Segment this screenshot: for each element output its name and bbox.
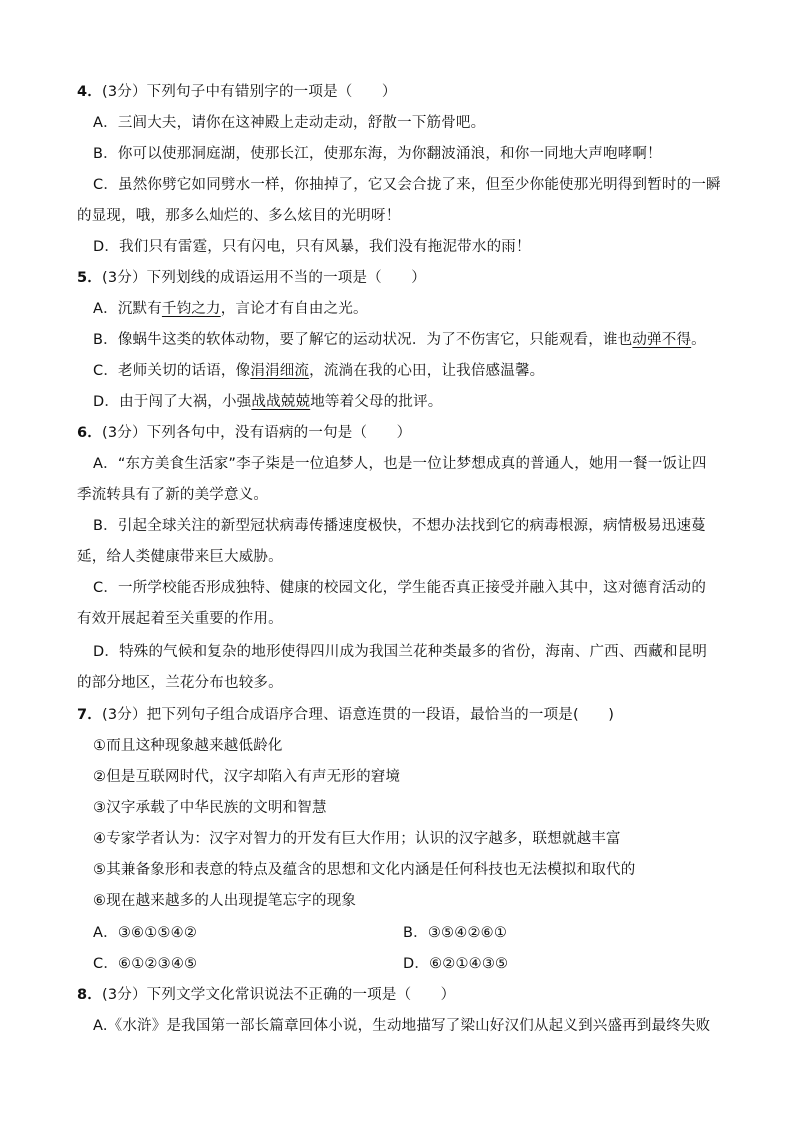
question-6-option-a: A．“东方美食生活家”李子柒是一位追梦人，也是一位让梦想成真的普通人，她用一餐一饭让四: [93, 456, 707, 472]
underlined-idiom: 千钧之力: [161, 301, 221, 317]
question-number: 8．: [77, 987, 102, 1003]
question-number: 4．: [77, 84, 102, 100]
question-6-option-c: C．一所学校能否形成独特、健康的校园文化，学生能否真正接受并融入其中，这对德育活动的: [93, 580, 707, 596]
option-text: D．由于闯了大祸，小强: [93, 394, 252, 410]
question-5-option-d: [93, 392, 443, 412]
question-4-option-c: C．虽然你劈它如同劈水一样，你抽掉了，它又会合拢了来，但至少你能使那光明得到暂时的一瞬: [93, 177, 721, 193]
question-6-option-b: B．引起全球关注的新型冠状病毒传播速度极快，不想办法找到它的病毒根源，病情极易迅速蔓: [93, 518, 706, 534]
question-6-option-d: D．特殊的气候和复杂的地形使得四川成为我国兰花种类最多的省份，海南、广西、西藏和昆明: [93, 644, 708, 660]
question-number: 5．: [77, 270, 102, 286]
option-text: ，流淌在我的心田，让我倍感温馨。: [309, 363, 545, 379]
question-number: 6．: [77, 425, 102, 441]
question-7-sentence-6: ⑥现在越来越多的人出现提笔忘字的现象: [93, 893, 357, 909]
option-text: A．沉默有: [93, 301, 162, 317]
question-7-sentence-5: ⑤其兼备象形和表意的特点及蕴含的思想和文化内涵是任何科技也无法模拟和取代的: [93, 862, 636, 878]
option-text: ，言论才有自由之光。: [220, 301, 368, 317]
question-4-option-d: D．我们只有雷霆，只有闪电，只有风暴，我们没有拖泥带水的雨！: [93, 239, 531, 255]
question-4-stem: [77, 82, 397, 102]
question-text: (3分）下列划线的成语运用不当的一项是（ ）: [102, 270, 426, 286]
underlined-idiom: 动弹不得: [632, 332, 692, 348]
question-6-stem: [77, 423, 411, 443]
question-text: (3分）把下列句子组合成语序合理、语意连贯的一段语，最恰当的一项是( ): [102, 707, 615, 723]
question-text: (3分）下列各句中，没有语病的一句是（ ）: [102, 425, 412, 441]
question-4-option-b: B．你可以使那洞庭湖，使那长江，使那东海，为你翻波涌浪，和你一同地大声咆哮啊！: [93, 146, 662, 162]
question-8-option-a: A.《水浒》是我国第一部长篇章回体小说，生动地描写了梁山好汉们从起义到兴盛再到最终失败: [93, 1018, 711, 1034]
question-5-option-c: [93, 361, 544, 381]
question-5-option-a: [93, 299, 368, 319]
underlined-idiom: 涓涓细流: [250, 363, 310, 379]
question-7-option-b: B．③⑤④②⑥①: [403, 925, 508, 941]
option-text: 。: [691, 332, 706, 348]
question-7-stem: [77, 705, 614, 725]
question-number: 7．: [77, 707, 102, 723]
question-4-option-a: A．三闾大夫，请你在这神殿上走动走动，舒散一下筋骨吧。: [93, 115, 486, 131]
question-5-stem: [77, 268, 426, 288]
question-4-option-c-cont: 的显现，哦，那多么灿烂的、多么炫目的光明呀！: [77, 208, 401, 224]
option-text: B．像蜗牛这类的软体动物，要了解它的运动状况．为了不伤害它，只能观看，谁也: [93, 332, 633, 348]
question-text: (3分）下列句子中有错别字的一项是（ ）: [102, 84, 397, 100]
option-text: C．老师关切的话语，像: [93, 363, 251, 379]
question-7-option-d: D．⑥②①④③⑤: [403, 956, 509, 972]
question-7-option-a: A．③⑥①⑤④②: [93, 925, 198, 941]
question-text: (3分）下列文学文化常识说法不正确的一项是（ ）: [102, 987, 456, 1003]
question-6-option-c-cont: 有效开展起着至关重要的作用。: [77, 611, 283, 627]
question-6-option-a-cont: 季流转具有了新的美学意义。: [77, 487, 269, 503]
question-6-option-d-cont: 的部分地区，兰花分布也较多。: [77, 675, 283, 691]
question-7-sentence-2: ②但是互联网时代，汉字却陷入有声无形的窘境: [93, 769, 401, 785]
question-7-sentence-4: ④专家学者认为：汉字对智力的开发有巨大作用；认识的汉字越多，联想就越丰富: [93, 831, 621, 847]
question-7-sentence-3: ③汉字承载了中华民族的文明和智慧: [93, 800, 327, 816]
underlined-idiom: 战战兢兢: [251, 394, 311, 410]
question-6-option-b-cont: 延，给人类健康带来巨大威胁。: [77, 549, 283, 565]
question-5-option-b: [93, 330, 706, 350]
question-7-sentence-1: ①而且这种现象越来越低龄化: [93, 738, 283, 754]
question-7-option-c: C．⑥①②③④⑤: [93, 956, 198, 972]
option-text: 地等着父母的批评。: [310, 394, 443, 410]
question-8-stem: [77, 985, 455, 1005]
